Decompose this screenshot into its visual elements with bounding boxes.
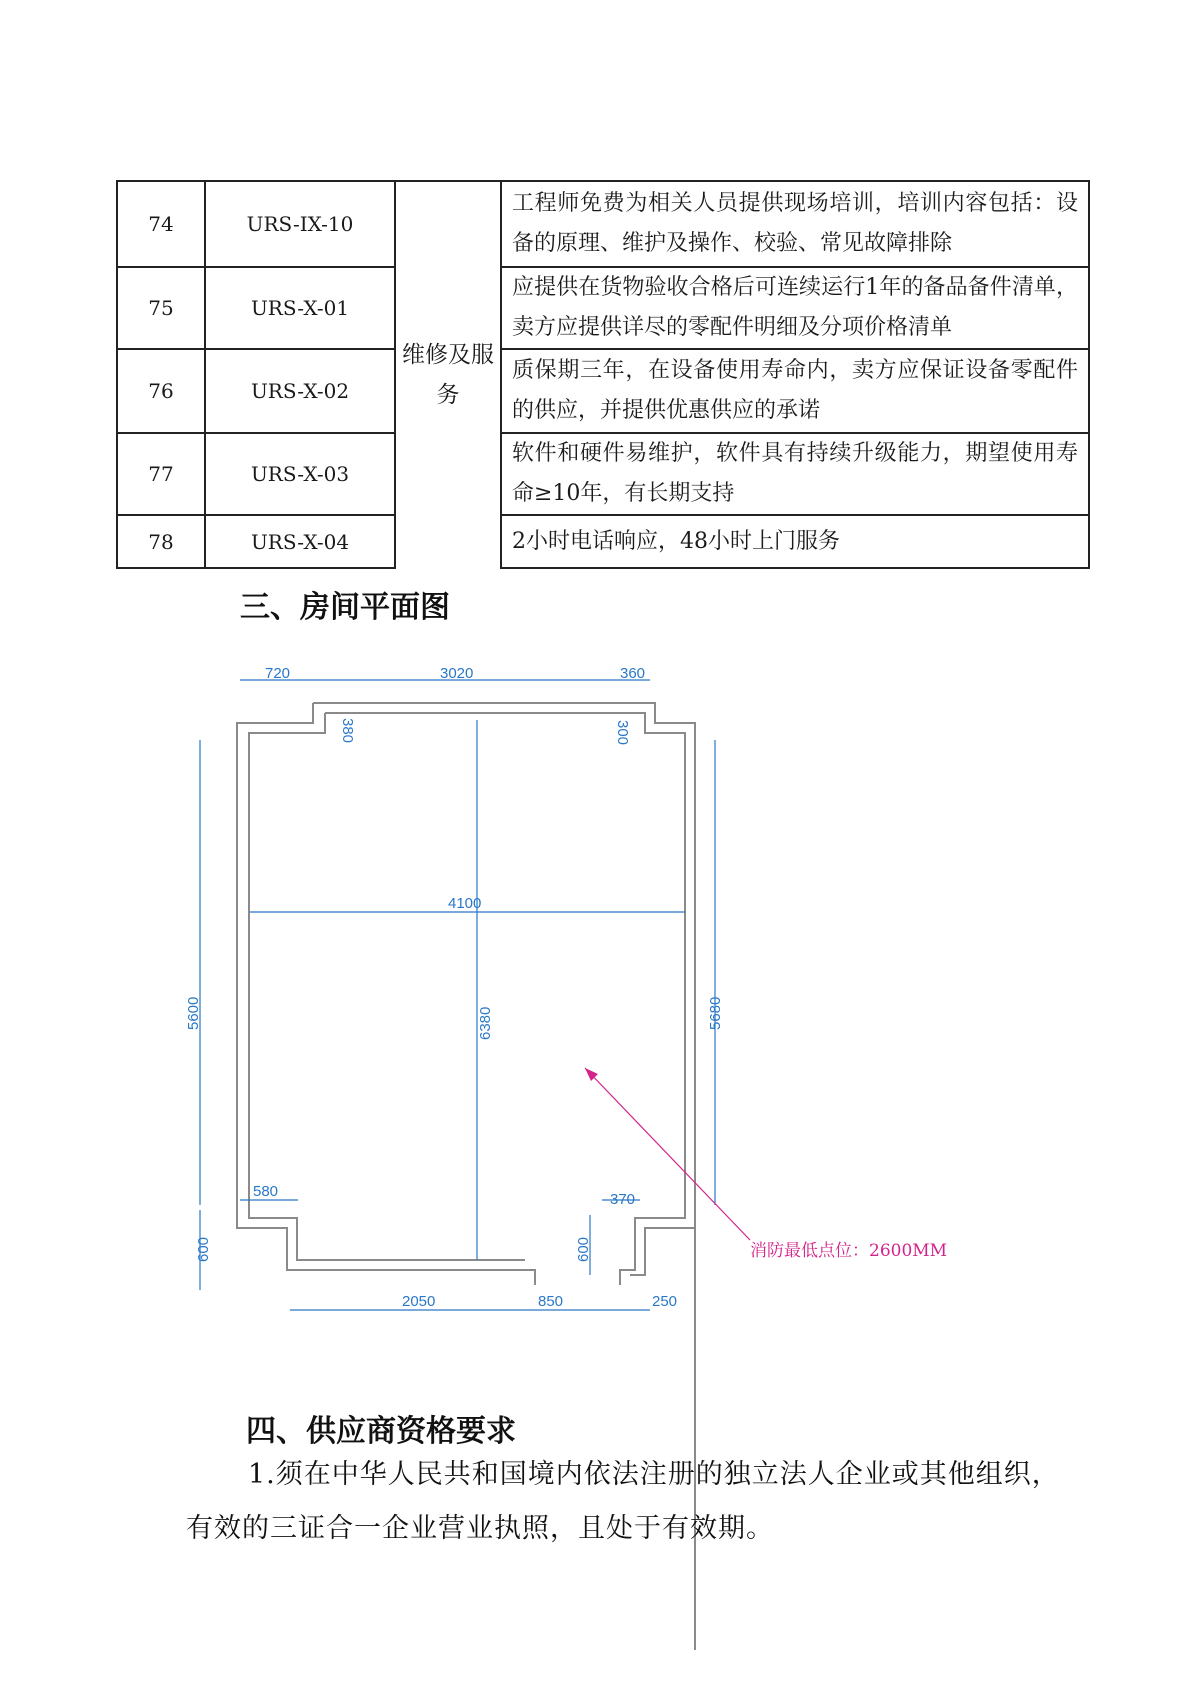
fire-point-annotation [585, 1068, 947, 1261]
dim-bottom-c: 250 [652, 1293, 678, 1310]
table-row [117, 349, 1089, 433]
dim-bottom-right-height: 600 [575, 1236, 592, 1262]
dim-bottom-left-width: 580 [253, 1183, 279, 1200]
dim-mid-height: 6380 [477, 1006, 494, 1040]
dim-width: 4100 [448, 895, 482, 912]
requirements-table [116, 180, 1090, 569]
room-floor-plan [185, 650, 1050, 1390]
dim-top-mid: 3020 [440, 665, 474, 682]
table-row [117, 267, 1089, 349]
dim-bottom-left-height: 600 [195, 1236, 212, 1262]
row-number: 77 [117, 433, 205, 515]
row-description: 工程师免费为相关人员提供现场培训，培训内容包括：设备的原理、维护及操作、校验、常见故障排除 [501, 181, 1089, 267]
table-row [117, 515, 1089, 568]
row-code: URS-IX-10 [205, 181, 395, 267]
row-code: URS-X-03 [205, 433, 395, 515]
row-number: 75 [117, 267, 205, 349]
dim-left-height: 5600 [185, 996, 202, 1030]
row-number: 78 [117, 515, 205, 568]
dimension-labels [185, 665, 724, 1310]
row-code: URS-X-01 [205, 267, 395, 349]
row-code: URS-X-02 [205, 349, 395, 433]
row-description: 2小时电话响应，48小时上门服务 [501, 515, 1089, 568]
dim-notch-right: 300 [614, 720, 631, 746]
section3-heading: 三、房间平面图 [240, 590, 450, 625]
row-description: 软件和硬件易维护，软件具有持续升级能力，期望使用寿命≥10年，有长期支持 [501, 433, 1089, 515]
row-description: 应提供在货物验收合格后可连续运行1年的备品备件清单，卖方应提供详尽的零配件明细及分项价格清单 [501, 267, 1089, 349]
dim-bottom-b: 850 [538, 1293, 564, 1310]
table-row [117, 433, 1089, 515]
row-code: URS-X-04 [205, 515, 395, 568]
category-label: 维修及服务 [402, 342, 494, 408]
row-number: 74 [117, 181, 205, 267]
row-description: 质保期三年，在设备使用寿命内，卖方应保证设备零配件的供应，并提供优惠供应的承诺 [501, 349, 1089, 433]
dim-right-height: 5680 [707, 996, 724, 1030]
dim-bottom-right-width: 370 [610, 1191, 636, 1208]
table-row [117, 181, 1089, 267]
qualification-item-1: 1.须在中华人民共和国境内依法注册的独立法人企业或其他组织，有效的三证合一企业营业执照，且处于有效期。 [186, 1459, 1060, 1544]
section4-heading: 四、供应商资格要求 [246, 1414, 516, 1449]
row-number: 76 [117, 349, 205, 433]
dimension-lines [200, 680, 715, 1310]
dim-top-right: 360 [620, 665, 646, 682]
fire-point-note: 消防最低点位：2600MM [750, 1241, 948, 1261]
dim-notch-left: 380 [339, 718, 356, 744]
dim-top-left: 720 [265, 665, 291, 682]
dim-bottom-a: 2050 [402, 1293, 436, 1310]
